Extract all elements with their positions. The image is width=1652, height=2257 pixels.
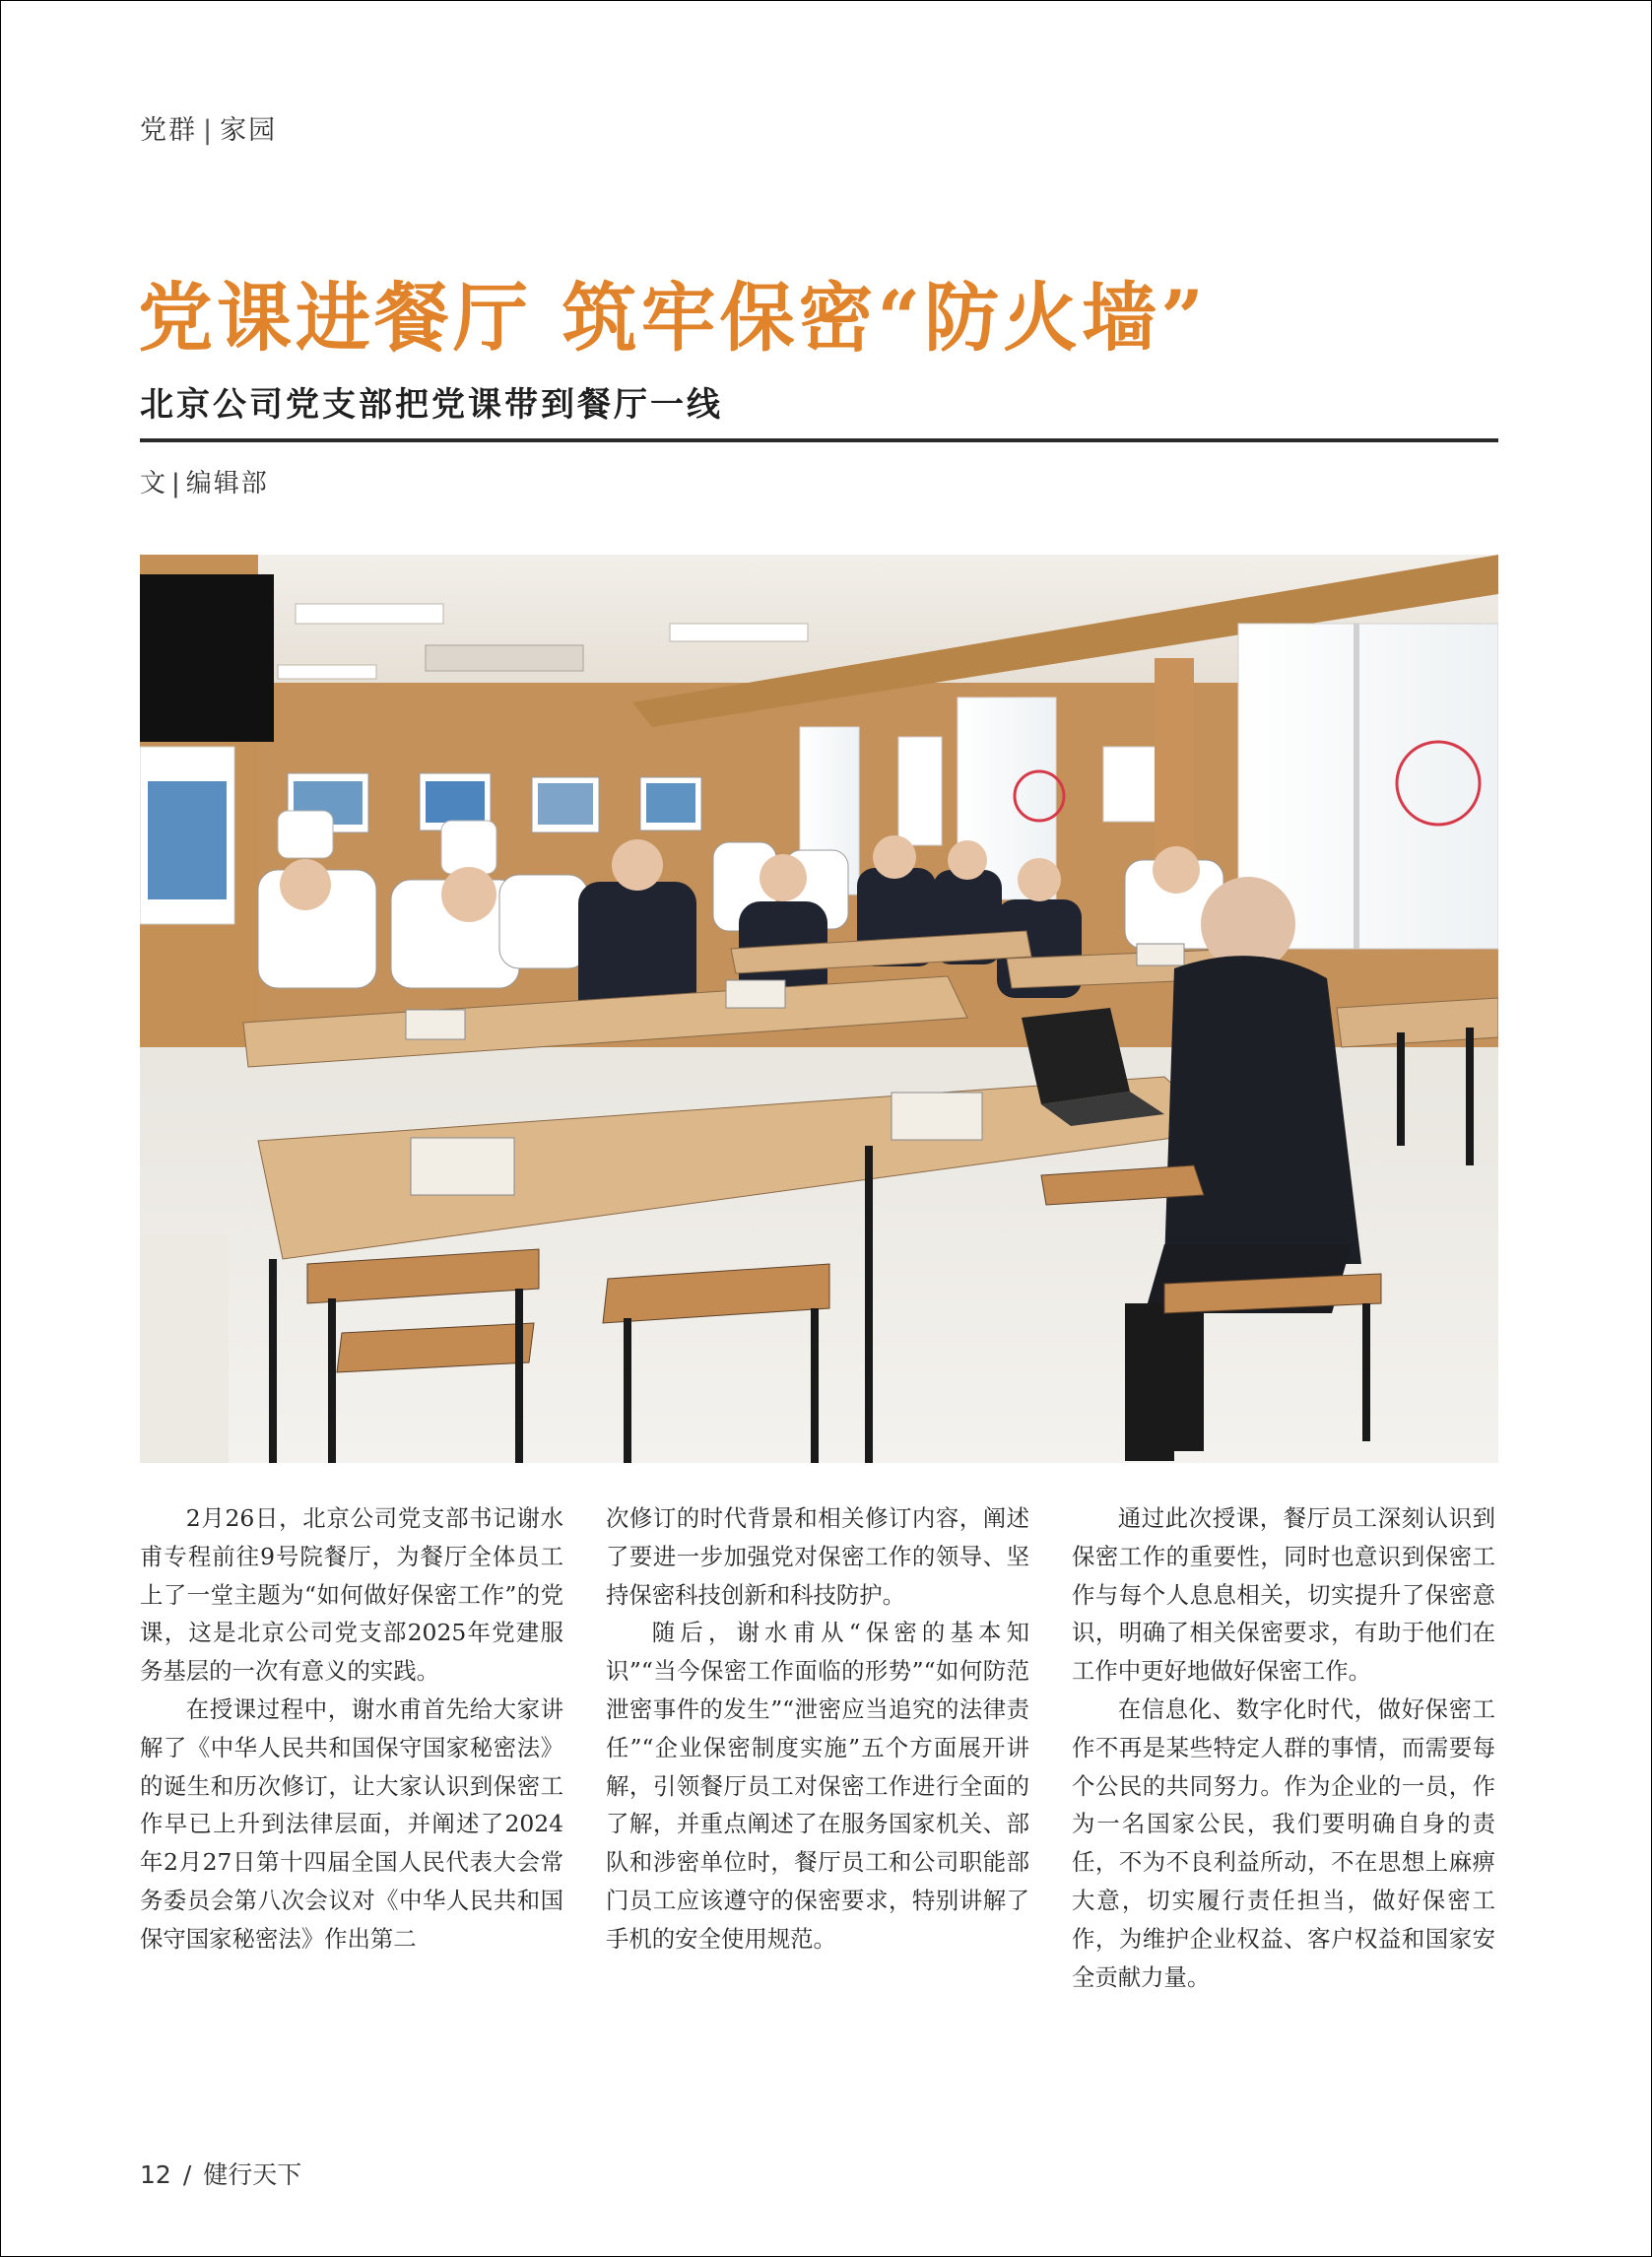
byline-author: 编辑部 bbox=[185, 469, 269, 498]
byline-separator: | bbox=[171, 469, 182, 498]
classroom-photo bbox=[140, 555, 1498, 1463]
publication-name: 健行天下 bbox=[203, 2160, 302, 2189]
title-divider bbox=[140, 438, 1498, 442]
section-separator: | bbox=[203, 115, 215, 146]
article-column-2 bbox=[606, 1499, 1029, 1958]
article-subtitle: 北京公司党支部把党课带到餐厅一线 bbox=[140, 385, 723, 425]
paragraph: 2月26日，北京公司党支部书记谢水甫专程前往9号院餐厅，为餐厅全体员工上了一堂主题为“如何做好保密工作”的党课，这是北京公司党支部2025年党建服务基层的一次有意义的实践。 bbox=[140, 1504, 563, 1686]
byline bbox=[140, 463, 269, 499]
paragraph: 在信息化、数字化时代，做好保密工作不再是某些特定人群的事情，而需要每个公民的共同努力。作为企业的一员，作为一名国家公民，我们要明确自身的责任，不为不良利益所动，不在思想上麻痹大意，切实履行责任担当，做好保密工作，为维护企业权益、客户权益和国家安全贡献力量。 bbox=[1072, 1694, 1495, 1991]
paragraph: 随后，谢水甫从“保密的基本知识”“当今保密工作面临的形势”“如何防范泄密事件的发生”“泄密应当追究的法律责任”“企业保密制度实施”五个方面展开讲解，引领餐厅员工对保密工作进行全面的了解，并重点阐述了在服务国家机关、部队和涉密单位时，餐厅员工和公司职能部门员工应该遵守的保密要求，特别讲解了手机的安全使用规范。 bbox=[606, 1619, 1029, 1953]
subsection-label: 家园 bbox=[220, 115, 278, 146]
paragraph: 在授课过程中，谢水甫首先给大家讲解了《中华人民共和国保守国家秘密法》的诞生和历次修订，让大家认识到保密工作早已上升到法律层面，并阐述了2024年2月27日第十四届全国人民代表大会常务委员会第八次会议对《中华人民共和国保守国家秘密法》作出第二 bbox=[140, 1694, 563, 1953]
page-footer bbox=[140, 2156, 301, 2191]
page-number: 12 bbox=[140, 2160, 171, 2189]
article-column-3 bbox=[1072, 1499, 1495, 1996]
article-column-1 bbox=[140, 1499, 563, 1958]
section-label: 党群 bbox=[140, 115, 197, 146]
paragraph: 通过此次授课，餐厅员工深刻认识到保密工作的重要性，同时也意识到保密工作与每个人息息相关，切实提升了保密意识，明确了相关保密要求，有助于他们在工作中更好地做好保密工作。 bbox=[1072, 1504, 1495, 1686]
footer-separator: / bbox=[182, 2160, 192, 2189]
byline-prefix: 文 bbox=[140, 469, 168, 498]
article-title: 党课进餐厅 筑牢保密“防火墙” bbox=[138, 274, 1208, 362]
paragraph: 次修订的时代背景和相关修订内容，阐述了要进一步加强党对保密工作的领导、坚持保密科技创新和科技防护。 bbox=[606, 1504, 1029, 1609]
section-tag bbox=[140, 108, 277, 147]
